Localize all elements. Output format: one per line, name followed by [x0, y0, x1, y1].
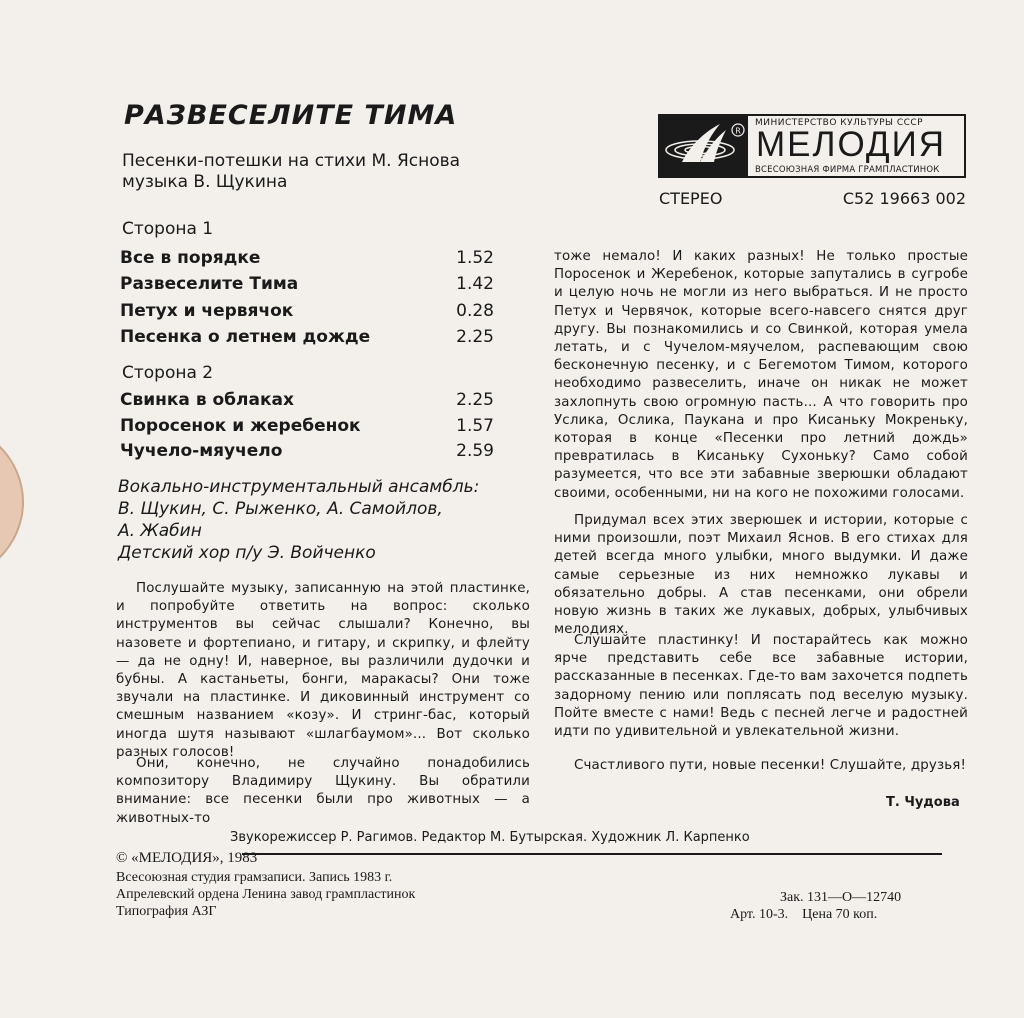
track-name: Поросенок и жеребенок: [120, 416, 361, 436]
liner-paragraph: тоже немало! И каких разных! Не только простые Поросенок и Жеребенок, которые запутались в сугробе и целую ночь не могли из него выбраться. И не просто Петух и Червячок, которые всего-навсего снятся друг другу. Вы познакомились и со Свинкой, которая умела летать, и с Чучелом-мяучелом, распевающим свою бесконечную песенку, и с Бегемотом Тимом, которого необходимо развеселить, иначе он никак не может захлопнуть свою огромную пасть... А что говорить про Услика, Ослика, Паукана и про Кисаньку Мокреньку, которая в конце «Песенки про летний дождь» превратилась в Кисаньку Сухоньку? Само собой разумеется, что все эти забавные зверюшки обладают своими, особенными, ни на кого не похожими голосами.: [554, 249, 968, 501]
logo-ministry: МИНИСТЕРСТВО КУЛЬТУРЫ СССР: [755, 118, 924, 128]
track-name: Чучело-мяучело: [120, 441, 283, 461]
track-row: [120, 441, 494, 467]
track-time: 2.25: [456, 327, 494, 347]
track-row: [120, 274, 494, 300]
melodiya-emblem-icon: [660, 116, 748, 176]
track-name: Песенка о летнем дожде: [120, 327, 371, 347]
choir-credit: Детский хор п/у Э. Войченко: [118, 543, 376, 563]
registered-mark: R: [735, 126, 741, 136]
subtitle-music: музыка В. Щукина: [122, 172, 288, 192]
performers: [118, 476, 479, 564]
printer-info: Типография АЗГ: [116, 904, 217, 919]
track-row: [120, 327, 494, 353]
track-row: [120, 301, 494, 327]
side-2-label: Сторона 2: [122, 363, 214, 383]
liner-author: Т. Чудова: [886, 795, 960, 810]
track-name: Свинка в облаках: [120, 390, 294, 410]
divider: [242, 853, 942, 855]
subtitle-lyrics: Песенки-потешки на стихи М. Яснова: [122, 151, 461, 171]
ensemble-heading: Вокально-инструментальный ансамбль:: [118, 477, 480, 497]
track-time: 1.42: [456, 274, 494, 294]
track-time: 2.59: [456, 441, 494, 461]
plant-info: Апрелевский ордена Ленина завод грампластинок: [116, 887, 416, 902]
track-time: 1.52: [456, 248, 494, 268]
track-time: 2.25: [456, 390, 494, 410]
album-subtitle: [122, 151, 460, 193]
track-time: 0.28: [456, 301, 494, 321]
price-info: Арт. 10-3. Цена 70 коп.: [730, 907, 878, 922]
liner-paragraph: Придумал всех этих зверюшек и истории, которые с ними произошли, поэт Михаил Яснов. В его стихах для детей всегда много улыбки, много выдумки. И даже самые серьезные из них немножко лукавы и обязательно добры. А став песенками, они обрели новую жизнь в таких же лукавых, добрых, улыбчивых мелодиях.: [554, 513, 968, 638]
logo-name: МЕЛОДИЯ: [756, 125, 947, 164]
liner-paragraph: Слушайте пластинку! И постарайтесь как можно ярче представить себе все забавные истории, рассказанные в песенках. Где-то вам захочется подпеть задорному пению или поплясать под веселую музыку. Пойте вместе с нами! Ведь с песней легче и радостней идти по удивительной и увлекательной жизни.: [554, 633, 968, 740]
studio-info: Всесоюзная студия грамзаписи. Запись 1983 г.: [116, 870, 393, 885]
track-name: Все в порядке: [120, 248, 261, 268]
track-time: 1.57: [456, 416, 494, 436]
side-1-label: Сторона 1: [122, 219, 214, 239]
track-name: Петух и червячок: [120, 301, 294, 321]
liner-paragraph: Послушайте музыку, записанную на этой пластинке, и попробуйте ответить на вопрос: сколько инструментов вы сейчас слышали? Конечно, вы назовете и фортепиано, и гитару, и скрипку, и флейту — да не одну! И, наверное, вы различили дудочки и бубны. А кастаньеты, бонги, маракасы? Они тоже звучали на пластинке. И диковинный инструмент со смешным названием «козу». И стринг-бас, который иногда шутя называют «шлагбаумом»... Вот сколько разных голосов!: [116, 581, 530, 760]
ensemble-members: В. Щукин, С. Рыженко, А. Самойлов,: [118, 499, 443, 519]
track-row: [120, 416, 494, 442]
melodiya-logo: [658, 114, 966, 178]
production-credits: Звукорежиссер Р. Рагимов. Редактор М. Бутырская. Художник Л. Карпенко: [230, 830, 750, 845]
liner-paragraph: Они, конечно, не случайно понадобились композитору Владимиру Щукину. Вы обратили внимание: все песенки были про животных — а животных-то: [116, 756, 530, 826]
copyright: © «МЕЛОДИЯ», 1983: [116, 850, 258, 866]
logo-firm: ВСЕСОЮЗНАЯ ФИРМА ГРАМПЛАСТИНОК: [755, 165, 940, 175]
track-row: [120, 390, 494, 416]
order-number: Зак. 131—О—12740: [780, 890, 902, 905]
track-name: Развеселите Тима: [120, 274, 299, 294]
liner-paragraph: Счастливого пути, новые песенки! Слушайте, друзья!: [574, 758, 966, 773]
ensemble-members-cont: А. Жабин: [118, 521, 202, 541]
stereo-label: СТЕРЕО: [659, 189, 723, 208]
record-edge: [0, 420, 24, 584]
catalog-number: С52 19663 002: [842, 189, 966, 208]
track-row: [120, 248, 494, 274]
album-title: РАЗВЕСЕЛИТЕ ТИМА: [124, 100, 458, 131]
